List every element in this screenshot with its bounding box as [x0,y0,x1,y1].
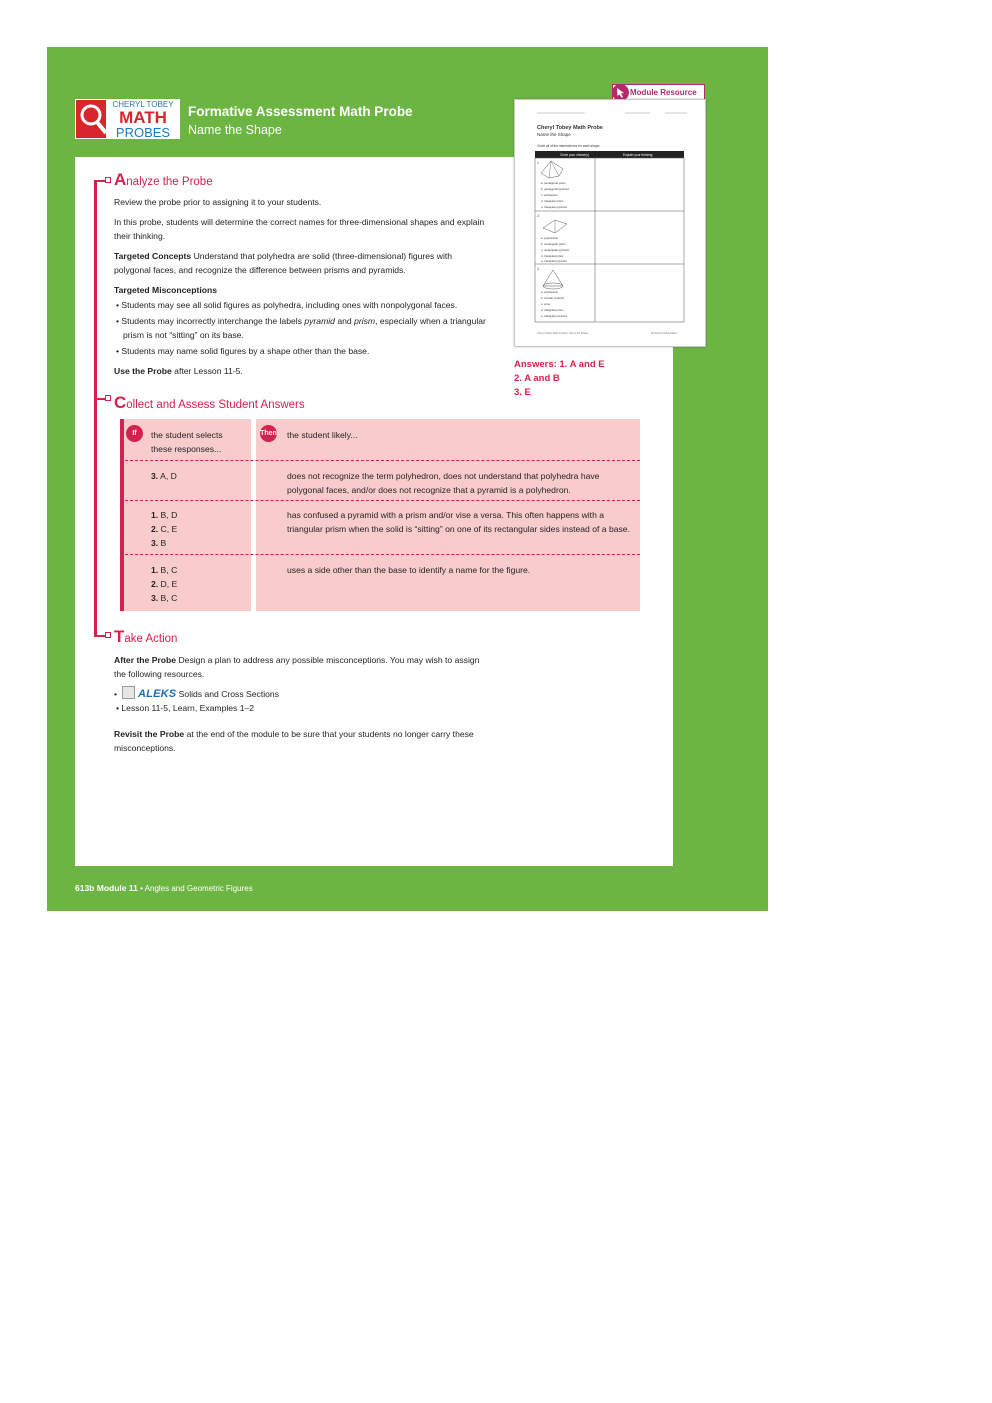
thumb-item1-opt-a: a. pentagonal prism [541,181,566,185]
take-action-heading-cap: T [114,627,125,646]
term-pyramid: pyramid [304,316,335,326]
concepts-label: Targeted Concepts [114,251,192,261]
bracket-square-take-action [105,632,111,638]
row1-resp1-val: A, D [158,471,177,481]
row-divider [120,554,640,555]
math-probes-logo [75,99,180,139]
probe-worksheet-thumbnail[interactable] [514,99,706,347]
row3-resp2-num: 2. [151,579,159,589]
row2-resp1-val: B, D [158,510,178,520]
revisit-label: Revisit the Probe [114,729,185,739]
row2-resp3-val: B [158,538,167,548]
use-the-probe [114,364,486,378]
row-divider [120,500,640,501]
row-divider [120,460,640,461]
analyze-p1: Review the probe prior to assigning it to your students. [114,197,322,207]
aleks-item: Solids and Cross Sections [176,689,279,699]
table-row-2-explanation: has confused a pyramid with a prism and/or vise a versa. This often happens with a triangular prism when the solid is “sitting” on one of its rectangular sides instead of a base. [287,510,630,534]
thumb-item2-num: 2. [537,214,540,218]
table-row-1-responses [151,469,177,483]
misconception-2-and: and [334,316,355,326]
bracket-square-analyze [105,177,111,183]
answer-line1: Answers: 1. A and E [514,359,605,370]
thumb-title: Cheryl Tobey Math Probe [537,125,603,131]
probe-subtitle: Name the Shape [188,123,282,137]
analyze-heading [114,170,213,190]
thumb-item3-opt-a: a. polyhedron [541,290,558,294]
answers-block [514,358,605,400]
misconceptions-label: Targeted Misconceptions [114,285,217,295]
row3-resp1-val: B, C [158,565,178,575]
thumb-item3-opt-d: d. triangular prism [541,308,564,312]
logo-line2: MATH [119,108,167,127]
footer-module: Module 11 [94,883,138,893]
footer-page: 613b [75,883,95,893]
row2-resp2-val: C, E [158,524,178,534]
row1-resp1-num: 3. [151,471,159,481]
take-action-heading-rest: ake Action [124,633,178,645]
take-action-body [114,653,484,755]
logo-line1: CHERYL TOBEY [112,100,174,109]
targeted-concepts [114,249,486,277]
table-column-gap [251,419,256,611]
row3-resp2-val: D, E [158,579,178,589]
thumb-subtitle: Name the Shape [537,132,571,137]
after-label: After the Probe [114,655,177,665]
lesson-resource[interactable]: • Lesson 11-5, Learn, Examples 1–2 [116,703,255,713]
answer-line2: 2. A and B [514,373,560,384]
table-accent-bar [120,419,124,611]
misconception-2b: , especially when a triangular prism is not “sitting” on its base. [123,316,486,340]
aleks-resource[interactable]: • ALEKS Solids and Cross Sections [114,688,279,700]
probe-title: Formative Assessment Math Probe [188,104,413,119]
concepts-text: Understand that polyhedra are solid (three-dimensional) figures with polygonal faces, and recognize the difference between prisms and pyramids. [114,251,453,275]
if-badge: If [126,425,143,442]
row3-resp1-num: 1. [151,565,159,575]
table-row-3-explanation: uses a side other than the base to identify a name for the figure. [287,565,531,575]
collect-heading-rest: ollect and Assess Student Answers [126,399,305,411]
badge-label: Module Resource [630,88,697,97]
if-then-table [120,419,640,611]
lesson-item: Lesson 11-5, Learn, Examples 1–2 [121,703,255,713]
thumb-item1-opt-b: b. pentagonal pyramid [541,187,569,191]
logo-line3: PROBES [115,125,171,139]
thumb-col2: Explain your thinking [623,153,653,157]
revisit-the-probe [114,727,484,755]
misconception-2a: Students may incorrectly interchange the labels [121,316,305,326]
revisit-text: at the end of the module to be sure that your students no longer carry these misconceptions. [114,729,474,753]
then-badge: Then [260,425,277,442]
thumb-item2-opt-d: d. triangular prism [541,254,564,258]
row3-resp3-num: 3. [151,593,159,603]
take-action-heading [114,627,177,647]
thumb-item1-opt-d: d. triangular prism [541,199,564,203]
section-bracket-line [94,181,97,637]
misconception-1: Students may see all solid figures as polyhedra, including ones with nonpolygonal faces. [121,300,458,310]
row2-resp1-num: 1. [151,510,159,520]
use-text: after Lesson 11-5. [171,366,243,376]
aleks-logo: ALEKS [138,688,177,700]
aleks-icon [122,686,135,699]
table-row-1-explanation: does not recognize the term polyhedron, does not understand that polyhedra have polygonal faces, and/or does not recognize that a pyramid is a polyhedron. [287,471,600,495]
misconception-item: • Students may see all solid figures as polyhedra, including ones with nonpolygonal faces. [116,300,458,310]
thumb-instruction: Circle all of the names/terms for each shape. [537,144,601,148]
analyze-p2: In this probe, students will determine the correct names for three-dimensional shapes and explain their thinking. [114,217,485,241]
row2-resp2-num: 2. [151,524,159,534]
after-text: Design a plan to address any possible misconceptions. You may wish to assign the following resources. [114,655,480,679]
misconception-item: • Students may incorrectly interchange the labels pyramid and prism, especially when a triangular prism is not “sitting” on its base. [116,316,486,340]
answer-line3: 3. E [514,387,531,398]
thumb-item3-opt-c: c. cone [541,302,551,306]
misconception-3: Students may name solid figures by a shape other than the base. [121,346,370,356]
analyze-body [114,195,486,378]
term-prism: prism [354,316,376,326]
table-row-3-responses [151,563,177,605]
thumb-footer-right: McGraw Hill Education [651,332,678,335]
thumb-item2-opt-c: c. rectangular pyramid [541,248,569,252]
thumb-item3-opt-e: e. triangular pyramid [541,314,567,318]
worksheet-preview [515,100,705,346]
thumb-item2-opt-a: a. polyhedron [541,236,558,240]
after-the-probe [114,653,484,681]
misconception-item: • Students may name solid figures by a shape other than the base. [116,346,370,356]
thumb-item3-opt-b: b. circular pyramid [541,296,564,300]
footer-topic: Angles and Geometric Figures [144,884,253,893]
use-label: Use the Probe [114,366,172,376]
row3-resp3-val: B, C [158,593,178,603]
collect-heading [114,393,305,413]
thumb-item3-num: 3. [537,267,540,271]
thumb-item1-num: 1. [537,161,540,165]
thumb-item1-opt-e: e. triangular pyramid [541,205,567,209]
thumb-footer-left: Cheryl Tobey Math Probes, Name the Shape [537,332,589,335]
if-header: the student selects these responses... [151,430,223,454]
thumb-item1-opt-c: c. polyhedron [541,193,558,197]
bracket-square-collect [105,395,111,401]
page-footer [75,883,253,893]
thumb-item2-opt-e: e. triangular pyramid [541,259,567,263]
analyze-heading-rest: nalyze the Probe [126,176,213,188]
thumb-col1: Circle your choice(s) [560,153,590,157]
then-header: the student likely... [287,430,358,440]
table-row-2-responses [151,508,177,550]
collect-heading-cap: C [114,393,127,412]
footer-sep: • [137,884,145,893]
row2-resp3-num: 3. [151,538,159,548]
thumb-item2-opt-b: b. rectangular prism [541,242,566,246]
analyze-heading-cap: A [114,170,127,189]
